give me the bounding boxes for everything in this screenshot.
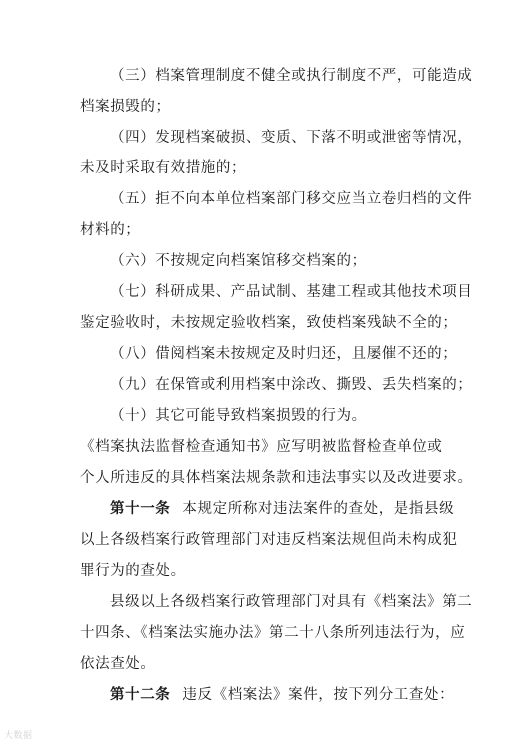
text-line: （八）借阅档案未按规定及时归还，且屡催不还的； [110,346,458,362]
text-line: 罪行为的查处。 [80,563,186,579]
text-line: 依法查处。 [80,656,156,672]
text-line: （三）档案管理制度不健全或执行制度不严，可能造成 [110,68,473,84]
text-line: 档案损毁的； [80,99,171,115]
article-line [110,499,455,519]
text-line: 以上各级档案行政管理部门对违反档案法规但尚未构成犯 [80,532,458,548]
text-line: （五）拒不向本单位档案部门移交应当立卷归档的文件 [110,191,473,207]
article-number: 第十二条 [110,686,171,703]
text-line: （九）在保管或利用档案中涂改、撕毁、丢失档案的； [110,377,473,393]
text-line: 《档案执法监督检查通知书》应写明被监督检查单位或 [80,439,443,455]
text-line: 十四条、《档案法实施办法》第二十八条所列违法行为，应 [80,625,466,641]
watermark: 大数据 [4,731,33,741]
text-line: （六）不按规定向档案馆移交档案的； [110,253,367,269]
text-line: 县级以上各级档案行政管理部门对具有《档案法》第二 [110,594,473,610]
text-line: 鉴定验收时，未按规定验收档案，致使档案残缺不全的； [80,315,458,331]
article-number: 第十一条 [110,500,171,517]
text-line: （十）其它可能导致档案损毁的行为。 [110,408,367,424]
text-line: 材料的； [80,222,141,238]
article-line [110,685,455,705]
text-line: （七）科研成果、产品试制、基建工程或其他技术项目 [110,284,473,300]
text-line: 个人所违反的具体档案法规条款和违法事实以及改进要求。 [80,470,473,486]
text-line: 未及时采取有效措施的； [80,160,247,176]
text-line: （四）发现档案破损、变质、下落不明或泄密等情况， [110,130,473,146]
article-text: 本规定所称对违法案件的查处，是指县级 [182,501,455,517]
article-text: 违反《档案法》案件，按下列分工查处： [182,687,455,703]
